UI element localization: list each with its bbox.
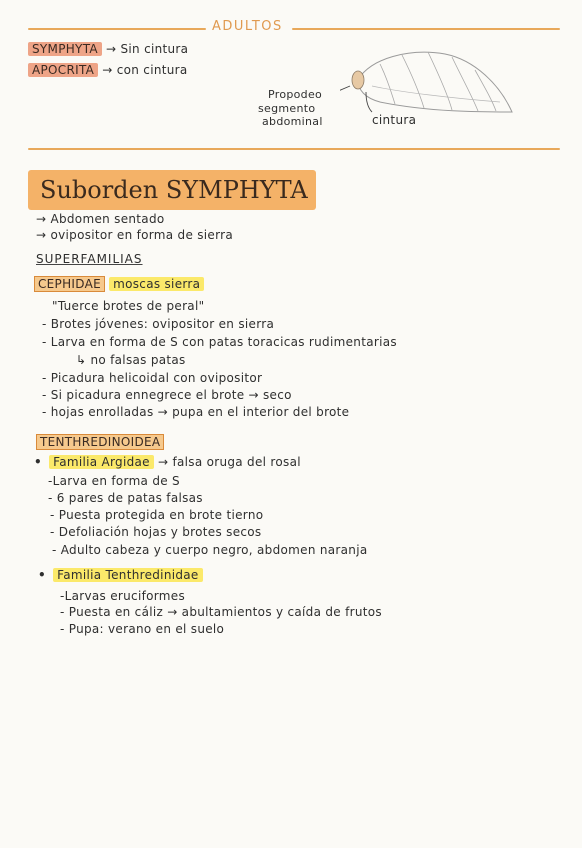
cephidae-heading bbox=[34, 277, 204, 291]
argidae-line-4: - Defoliación hojas y brotes secos bbox=[50, 525, 262, 539]
apocrita-desc: → con cintura bbox=[102, 63, 188, 77]
argidae-line-3: - Puesta protegida en brote tierno bbox=[50, 508, 264, 522]
cephidae-line-4: ↳ no falsas patas bbox=[76, 353, 186, 367]
tenthredinidae-heading bbox=[38, 568, 203, 582]
tenthredinidae-name: Familia Tenthredinidae bbox=[53, 568, 203, 582]
argidae-rest: → falsa oruga del rosal bbox=[157, 455, 301, 469]
header-title: ADULTOS bbox=[212, 19, 283, 34]
label-segmento: segmento bbox=[258, 102, 316, 115]
bullet-icon: • bbox=[38, 568, 46, 582]
section-divider bbox=[28, 148, 560, 150]
suborden-point-1: → Abdomen sentado bbox=[36, 212, 165, 226]
cephidae-line-1: "Tuerce brotes de peral" bbox=[52, 299, 205, 313]
argidae-name: Familia Argidae bbox=[49, 455, 154, 469]
symphyta-line bbox=[28, 42, 188, 56]
argidae-line-5: - Adulto cabeza y cuerpo negro, abdomen naranja bbox=[52, 543, 368, 557]
apocrita-term: APOCRITA bbox=[28, 63, 98, 77]
tenthredinoidea-name: TENTHREDINOIDEA bbox=[36, 434, 164, 450]
cephidae-line-6: - Si picadura ennegrece el brote → seco bbox=[42, 388, 292, 402]
cephidae-line-3: - Larva en forma de S con patas toracicas rudimentarias bbox=[42, 335, 397, 349]
apocrita-line bbox=[28, 63, 188, 77]
argidae-line-2: - 6 pares de patas falsas bbox=[48, 491, 203, 505]
symphyta-desc: → Sin cintura bbox=[106, 42, 189, 56]
cephidae-line-2: - Brotes jóvenes: ovipositor en sierra bbox=[42, 317, 275, 331]
cephidae-name: CEPHIDAE bbox=[34, 276, 105, 292]
superfamilias-heading: SUPERFAMILIAS bbox=[36, 252, 143, 266]
header-rule-left bbox=[28, 28, 206, 30]
header-rule-right bbox=[292, 28, 560, 30]
argidae-heading bbox=[34, 455, 301, 469]
tenthredinidae-line-2: - Puesta en cáliz → abultamientos y caída de frutos bbox=[60, 605, 382, 619]
tenthredinidae-line-1: -Larvas eruciformes bbox=[60, 589, 185, 603]
cephidae-line-7: - hojas enrolladas → pupa en el interior del brote bbox=[42, 405, 350, 419]
cephidae-common: moscas sierra bbox=[109, 277, 204, 291]
symphyta-term: SYMPHYTA bbox=[28, 42, 102, 56]
cephidae-line-5: - Picadura helicoidal con ovipositor bbox=[42, 371, 263, 385]
page-title: Suborden SYMPHYTA bbox=[40, 176, 308, 204]
tenthredinoidea-heading bbox=[36, 435, 164, 449]
suborden-point-2: → ovipositor en forma de sierra bbox=[36, 228, 234, 242]
abdomen-diagram bbox=[340, 40, 520, 120]
bullet-icon: • bbox=[34, 455, 42, 469]
label-abdominal: abdominal bbox=[262, 115, 323, 128]
tenthredinidae-line-3: - Pupa: verano en el suelo bbox=[60, 622, 225, 636]
label-cintura: cintura bbox=[372, 113, 417, 127]
label-propodeo: Propodeo bbox=[268, 88, 323, 101]
argidae-line-1: -Larva en forma de S bbox=[48, 474, 180, 488]
